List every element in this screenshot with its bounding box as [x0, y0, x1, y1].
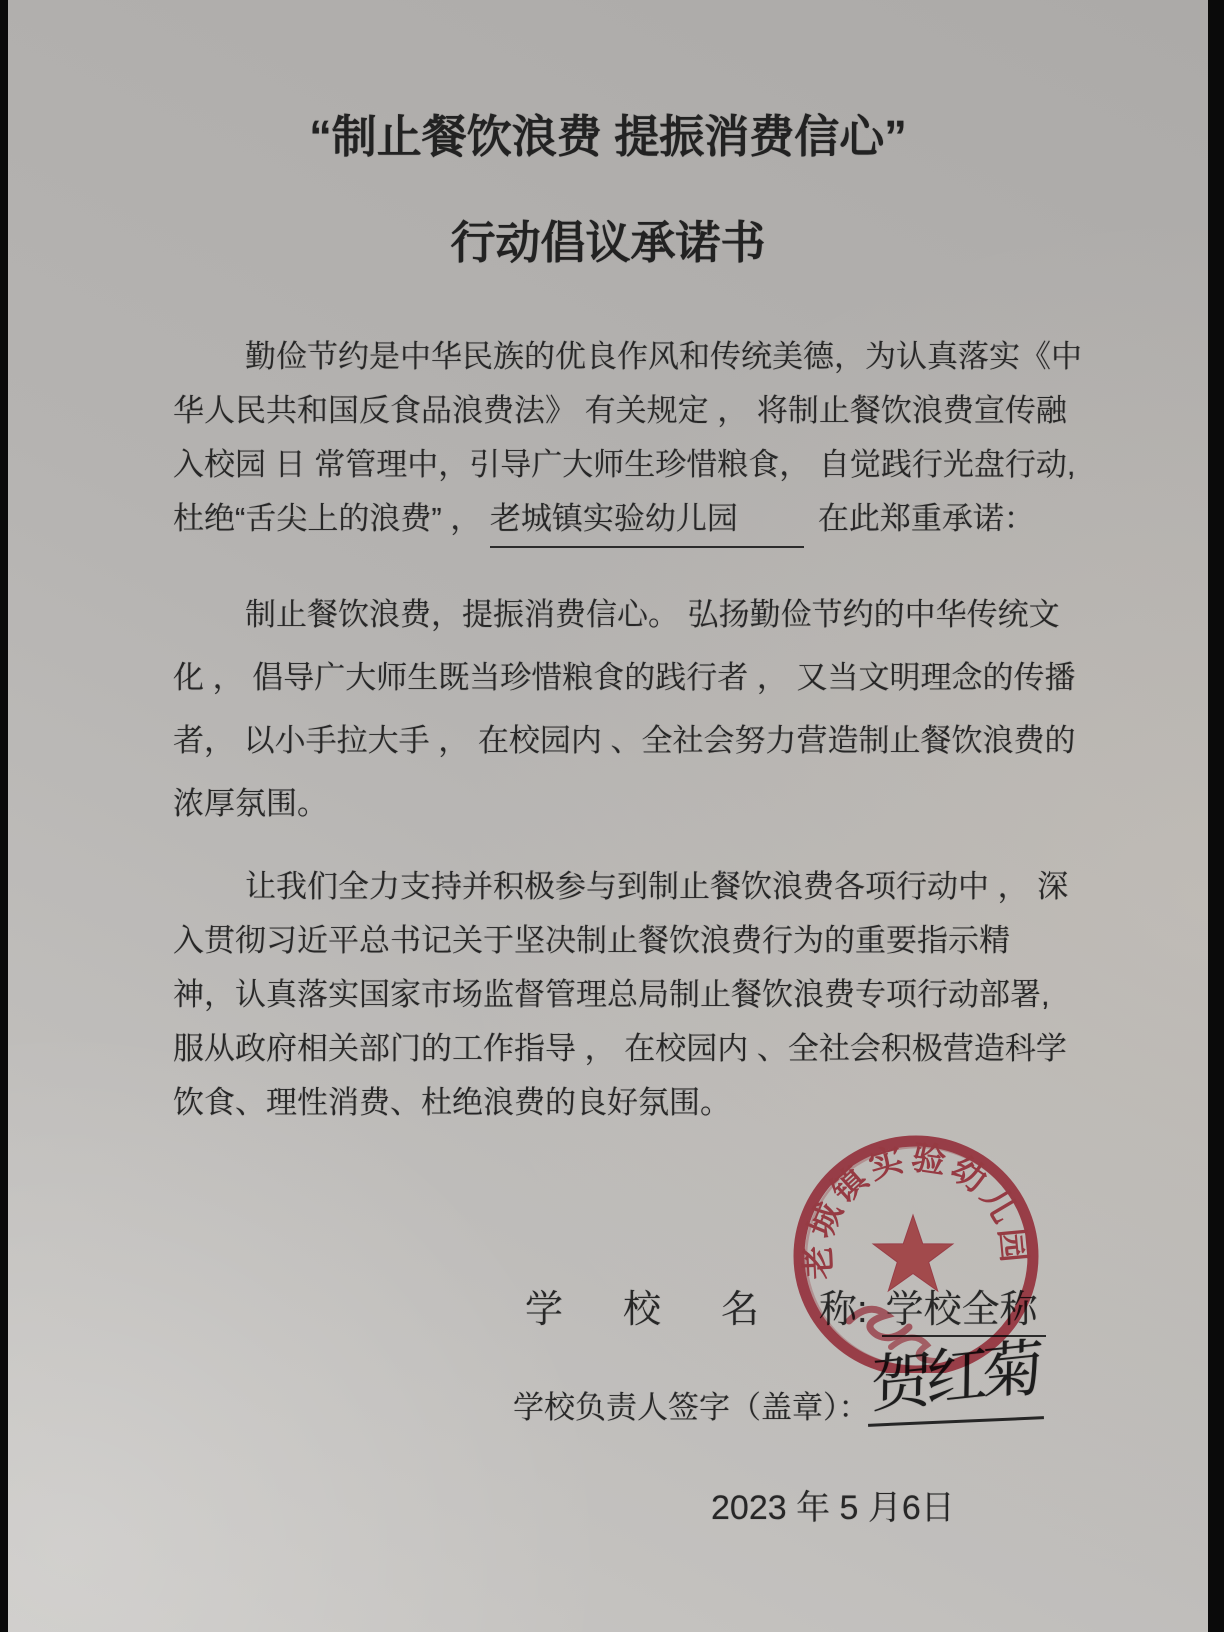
text-line: 让我们全力支持并积极参与到制止餐饮浪费各项行动中 ， 深	[245, 869, 1069, 904]
photo-dark-edge-left	[0, 0, 8, 1632]
paragraph-pledge	[173, 583, 1076, 835]
seal-inner-mark	[849, 1309, 909, 1337]
text-line-with-school-name	[173, 492, 1073, 548]
text-line: 入贯彻习近平总书记关于坚决制止餐饮浪费行为的重要指示精	[173, 923, 1010, 958]
school-label-char: 学	[525, 1289, 564, 1331]
document-title-line1: “制止餐饮浪费 提振消费信心”	[309, 111, 907, 162]
text-segment: 杜绝“舌尖上的浪费” ，	[173, 501, 490, 536]
official-seal-stamp	[791, 1133, 1041, 1373]
paragraph-intro	[173, 330, 1082, 548]
text-line: 入校园 日 常管理中，引导广大师生珍惜粮食， 自觉践行光盘行动,	[173, 447, 1076, 482]
seal-star-icon	[873, 1215, 953, 1291]
signature-label: 学校负责人签字（盖章）：	[513, 1390, 870, 1425]
school-name-value: 学校全称	[882, 1278, 1046, 1337]
school-label-char: 称:	[819, 1289, 868, 1331]
signature-row	[513, 1382, 870, 1427]
school-label-char: 校	[623, 1289, 662, 1331]
text-line: 制止餐饮浪费，提振消费信心。 弘扬勤俭节约的中华传统文	[245, 597, 1060, 632]
text-line: 化 ， 倡导广大师生既当珍惜粮食的践行者 ， 又当文明理念的传播	[173, 660, 1076, 695]
text-line: 华人民共和国反食品浪费法》 有关规定 ， 将制止餐饮浪费宣传融	[173, 393, 1067, 428]
text-line: 饮食、理性消费、杜绝浪费的良好氛围。	[173, 1085, 731, 1120]
text-line: 服从政府相关部门的工作指导 ， 在校园内 、全社会积极营造科学	[173, 1031, 1067, 1066]
school-label-char: 名	[721, 1289, 760, 1331]
seal-inner-mark	[891, 1337, 935, 1361]
date-line: 2023 年 5 月6日	[711, 1489, 955, 1527]
photo-dark-edge-right	[1208, 0, 1224, 1632]
text-segment: 在此郑重承诺：	[817, 501, 1035, 536]
text-line: 神，认真落实国家市场监督管理总局制止餐饮浪费专项行动部署,	[173, 977, 1050, 1012]
text-line: 者， 以小手拉大手 ， 在校园内 、全社会努力营造制止餐饮浪费的	[173, 723, 1076, 758]
paragraph-action	[173, 860, 1073, 1130]
seal-arc-text: 老城镇实验幼儿园	[799, 1138, 1034, 1281]
document-page	[8, 0, 1208, 1632]
text-line: 勤俭节约是中华民族的优良作风和传统美德，为认真落实《中	[245, 339, 1082, 374]
handwritten-signature: 贺红菊	[870, 1333, 1039, 1421]
school-name-filled: 老城镇实验幼儿园	[490, 492, 804, 548]
document-title-line2: 行动倡议承诺书	[450, 217, 766, 268]
text-line: 浓厚氛围。	[173, 786, 328, 821]
